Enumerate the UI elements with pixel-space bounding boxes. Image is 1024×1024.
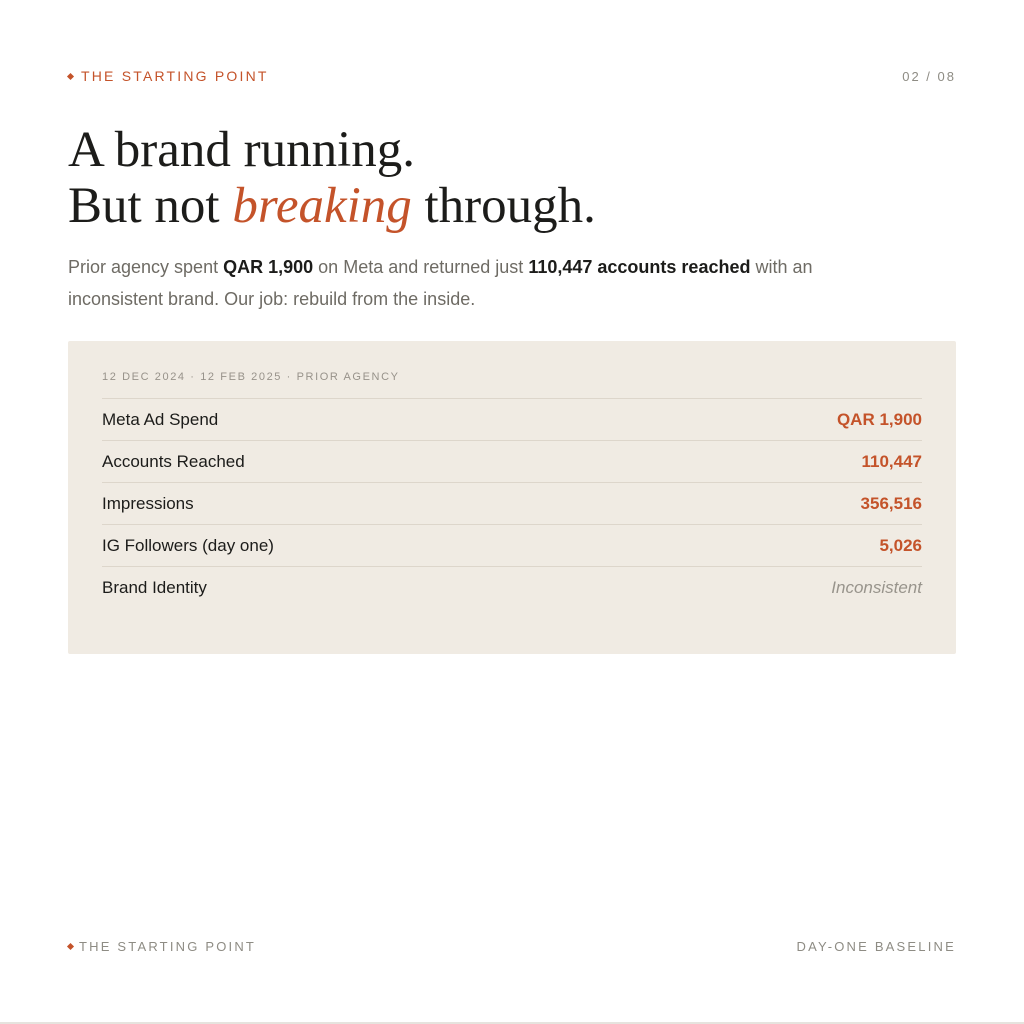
metric-value: Inconsistent	[831, 577, 922, 597]
metric-row-accounts-reached	[102, 441, 922, 483]
metric-label: Accounts Reached	[102, 451, 245, 471]
metric-row-meta-ad-spend	[102, 399, 922, 441]
metric-label: Meta Ad Spend	[102, 409, 219, 429]
headline-line-2-end: through.	[424, 178, 596, 234]
metric-label: Brand Identity	[102, 577, 207, 597]
headline-line-1: A brand running.	[68, 122, 416, 178]
metric-value: 356,516	[860, 493, 922, 513]
page-indicator: 02 / 08	[902, 69, 956, 84]
intro-text-3: with an inconsistent brand. Our job: rebuild from the inside.	[68, 257, 813, 309]
baseline-metrics-card	[68, 341, 956, 654]
metric-row-brand-identity	[102, 567, 922, 608]
diamond-icon	[67, 73, 74, 80]
intro-text-2: on Meta and returned just	[318, 257, 524, 277]
card-date-range: 12 DEC 2024 · 12 FEB 2025 · PRIOR AGENCY	[102, 341, 922, 399]
intro-paragraph	[68, 251, 908, 315]
metric-value: 110,447	[861, 451, 922, 471]
intro-spend-highlight: QAR 1,900	[223, 257, 314, 277]
metric-label: IG Followers (day one)	[102, 535, 274, 555]
headline-emphasis: breaking	[232, 178, 412, 234]
section-label	[68, 67, 269, 85]
metric-label: Impressions	[102, 493, 194, 513]
footer-baseline-label: DAY-ONE BASELINE	[796, 939, 956, 954]
intro-text-1: Prior agency spent	[68, 257, 219, 277]
headline-line-2-start: But not	[68, 178, 220, 234]
metric-value: 5,026	[879, 535, 922, 555]
metric-value: QAR 1,900	[836, 409, 922, 429]
section-label-text: THE STARTING POINT	[81, 68, 269, 84]
diamond-icon	[67, 943, 74, 950]
metric-row-ig-followers	[102, 525, 922, 567]
page-title	[68, 122, 596, 234]
intro-reach-highlight: 110,447 accounts reached	[528, 257, 751, 277]
footer-section-label-text: THE STARTING POINT	[79, 939, 257, 954]
metric-row-impressions	[102, 483, 922, 525]
footer-section-label	[68, 939, 256, 955]
